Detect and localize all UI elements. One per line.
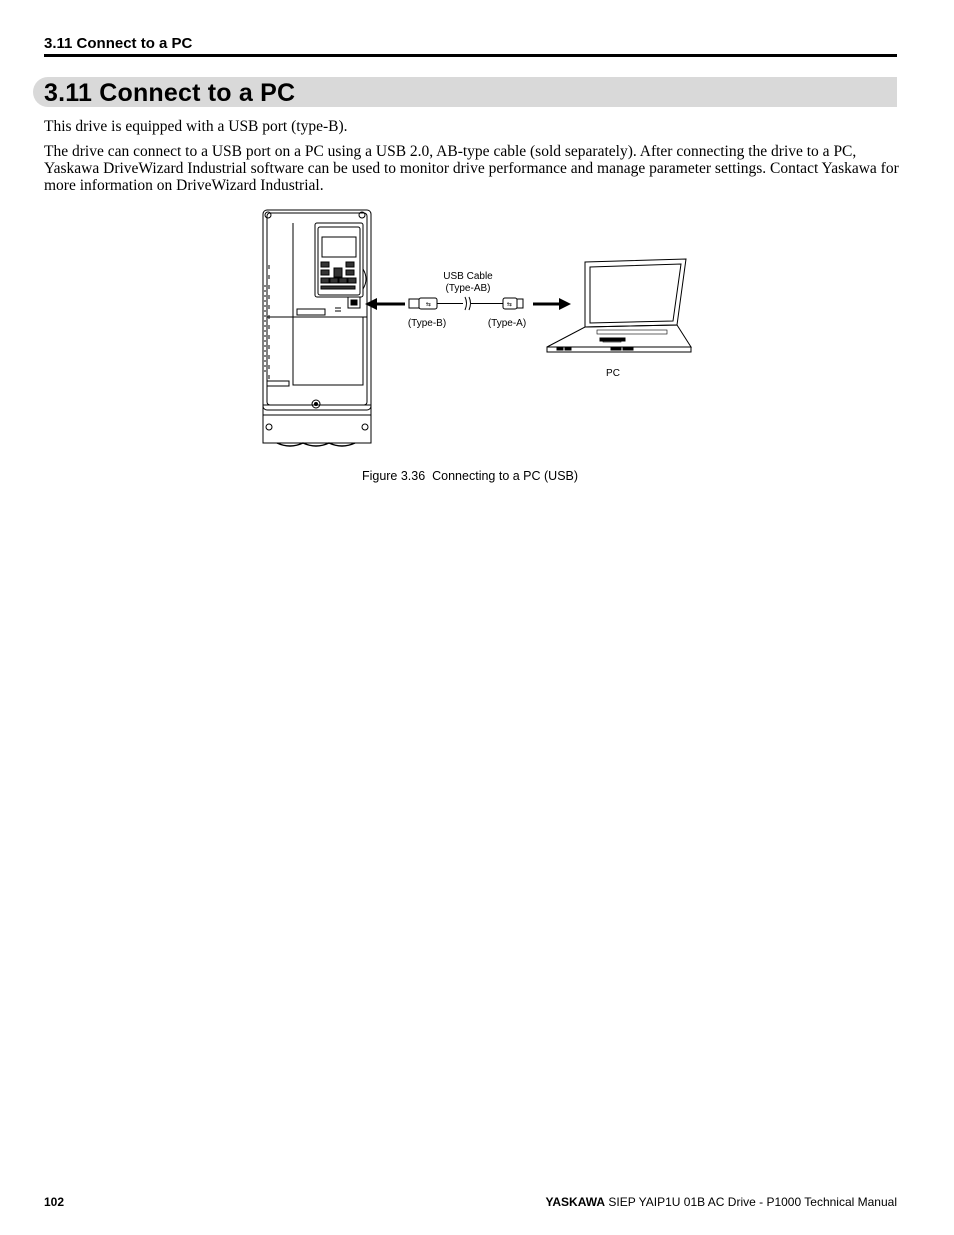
arrow-to-pc-icon [533, 298, 571, 310]
paragraph-connection: The drive can connect to a USB port on a PC using a USB 2.0, AB-type cable (sold separately). After connecting the drive to a PC, Yaskawa DriveWizard Industrial software can be used to monitor drive performance and manage parameter settings. Contact Yaskawa for more information on DriveWizard Industrial. [44, 143, 899, 194]
pc-label: PC [606, 368, 620, 379]
usb-cable-illustration [409, 297, 523, 310]
drive-illustration [263, 210, 371, 446]
header-rule [44, 54, 897, 57]
type-a-label: (Type-A) [487, 318, 527, 329]
running-header: 3.11 Connect to a PC [44, 35, 193, 52]
figure-caption-text: Figure 3.36 Connecting to a PC (USB) [361, 469, 579, 483]
paragraph-usb-port: This drive is equipped with a USB port (type-B). [44, 118, 348, 135]
svg-text:⇆: ⇆ [507, 301, 513, 308]
page-number: 102 [44, 1195, 65, 1209]
laptop-illustration [547, 259, 691, 352]
footer-brand: YASKAWA [545, 1195, 606, 1209]
section-title: 3.11 Connect to a PC [44, 79, 296, 107]
footer-manual-title: SIEP YAIP1U 01B AC Drive - P1000 Technical Manual [608, 1195, 897, 1209]
type-b-label: (Type-B) [407, 318, 447, 329]
footer-manual-info [545, 1195, 897, 1209]
usb-cable-type-label: (Type-AB) [445, 283, 491, 294]
keypad-illustration [315, 223, 363, 297]
figure-caption [0, 469, 954, 483]
usb-cable-label: USB Cable [443, 271, 493, 282]
usb-connection-figure [255, 205, 695, 455]
svg-text:⇆: ⇆ [426, 301, 432, 308]
